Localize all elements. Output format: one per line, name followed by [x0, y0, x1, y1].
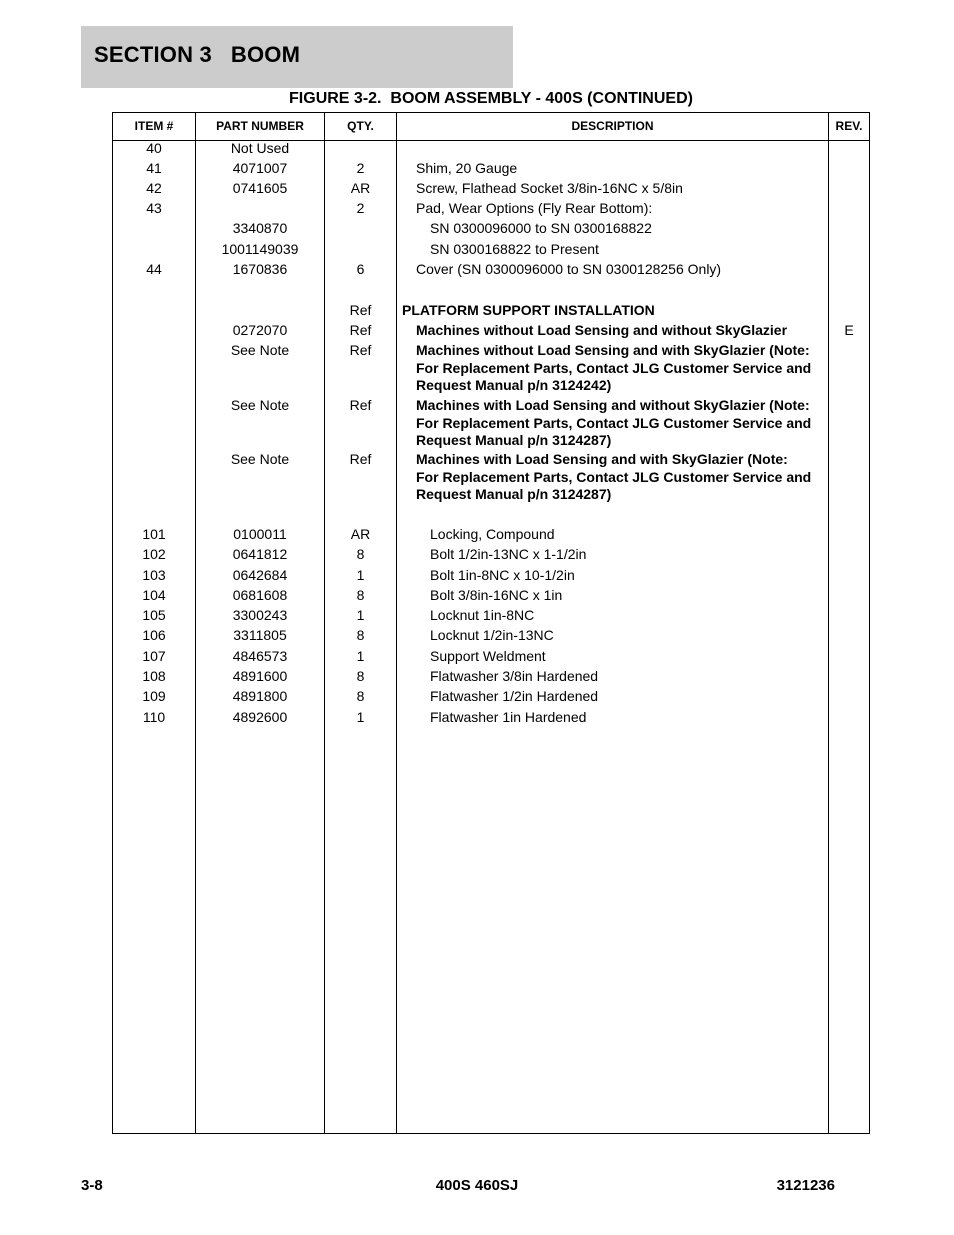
- description-cell: Bolt 3/8in-16NC x 1in: [430, 587, 563, 603]
- description-cell: Locknut 1/2in-13NC: [430, 627, 554, 643]
- description-cell: Locknut 1in-8NC: [430, 607, 535, 623]
- quantity-cell: 1: [356, 709, 365, 725]
- quantity-cell: 8: [356, 627, 365, 643]
- description-cell: SN 0300168822 to Present: [430, 241, 599, 257]
- item-number-cell: 102: [142, 546, 166, 562]
- item-number-cell: 44: [146, 261, 162, 277]
- quantity-cell: Ref: [349, 451, 372, 467]
- item-number-cell: 101: [142, 526, 166, 542]
- header-rev: REV.: [835, 119, 863, 133]
- quantity-cell: Ref: [349, 342, 372, 358]
- header-description: DESCRIPTION: [571, 119, 654, 133]
- item-number-cell: 41: [146, 160, 162, 176]
- quantity-cell: 2: [356, 200, 365, 216]
- column-divider: [828, 113, 829, 1133]
- header-part-number: PART NUMBER: [216, 119, 304, 133]
- item-number-cell: 106: [142, 627, 166, 643]
- part-number-cell: 3300243: [232, 607, 288, 623]
- quantity-cell: AR: [350, 526, 371, 542]
- figure-title: FIGURE 3-2. BOOM ASSEMBLY - 400S (CONTINUED): [289, 90, 693, 107]
- quantity-cell: AR: [350, 180, 371, 196]
- item-number-cell: 43: [146, 200, 162, 216]
- quantity-cell: 1: [356, 648, 365, 664]
- description-cell: Machines without Load Sensing and with SkyGlazier (Note: For Replacement Parts, Contact JLG Customer Service and Request Manual p/n 3124242): [416, 342, 812, 393]
- section-title: SECTION 3 BOOM: [94, 42, 301, 67]
- quantity-cell: Ref: [349, 322, 372, 338]
- part-number-cell: 3340870: [232, 220, 288, 236]
- header-item: ITEM #: [134, 119, 174, 133]
- description-cell: Screw, Flathead Socket 3/8in-16NC x 5/8in: [416, 180, 683, 196]
- part-number-cell: 0272070: [232, 322, 288, 338]
- part-number-cell: 4892600: [232, 709, 288, 725]
- part-number-cell: 4891600: [232, 668, 288, 684]
- section-header-band: [81, 26, 513, 88]
- description-cell: Flatwasher 3/8in Hardened: [430, 668, 599, 684]
- part-number-cell: 1001149039: [221, 241, 299, 257]
- revision-cell: E: [844, 322, 854, 338]
- footer-page-number: 3-8: [81, 1177, 103, 1194]
- item-number-cell: 40: [146, 140, 162, 156]
- column-divider: [396, 113, 397, 1133]
- part-number-cell: 0642684: [232, 567, 288, 583]
- quantity-cell: 6: [356, 261, 365, 277]
- quantity-cell: 8: [356, 587, 365, 603]
- description-cell: Locking, Compound: [430, 526, 555, 542]
- quantity-cell: 2: [356, 160, 365, 176]
- parts-table: [112, 112, 870, 1134]
- item-number-cell: 109: [142, 688, 166, 704]
- part-number-cell: 0741605: [232, 180, 288, 196]
- part-number-cell: See Note: [230, 451, 290, 467]
- description-cell: PLATFORM SUPPORT INSTALLATION: [402, 302, 655, 318]
- item-number-cell: 110: [142, 709, 166, 725]
- description-cell: Bolt 1in-8NC x 10-1/2in: [430, 567, 575, 583]
- item-number-cell: 42: [146, 180, 162, 196]
- description-cell: Shim, 20 Gauge: [416, 160, 518, 176]
- item-number-cell: 108: [142, 668, 166, 684]
- part-number-cell: See Note: [230, 342, 290, 358]
- quantity-cell: 8: [356, 668, 365, 684]
- part-number-cell: 4891800: [232, 688, 288, 704]
- footer-doc-number: 3121236: [776, 1177, 835, 1194]
- description-cell: Bolt 1/2in-13NC x 1-1/2in: [430, 546, 587, 562]
- item-number-cell: 104: [142, 587, 166, 603]
- description-cell: Flatwasher 1/2in Hardened: [430, 688, 599, 704]
- description-cell: Machines with Load Sensing and without SkyGlazier (Note: For Replacement Parts, Contact JLG Customer Service and Request Manual p/n 3124287): [416, 397, 812, 448]
- part-number-cell: 1670836: [232, 261, 288, 277]
- description-cell: Pad, Wear Options (Fly Rear Bottom):: [416, 200, 653, 216]
- part-number-cell: 0100011: [233, 526, 287, 542]
- item-number-cell: 105: [142, 607, 166, 623]
- part-number-cell: 3311805: [233, 627, 287, 643]
- quantity-cell: Ref: [349, 397, 372, 413]
- description-cell: SN 0300096000 to SN 0300168822: [430, 220, 652, 236]
- part-number-cell: 4846573: [232, 648, 288, 664]
- quantity-cell: 1: [356, 607, 365, 623]
- part-number-cell: 0681608: [232, 587, 288, 603]
- quantity-cell: 1: [356, 567, 365, 583]
- quantity-cell: 8: [356, 688, 365, 704]
- footer-model: 400S 460SJ: [435, 1177, 519, 1194]
- part-number-cell: Not Used: [230, 140, 290, 156]
- description-cell: Support Weldment: [430, 648, 546, 664]
- part-number-cell: See Note: [230, 397, 290, 413]
- description-cell: Cover (SN 0300096000 to SN 0300128256 Only): [416, 261, 722, 277]
- part-number-cell: 0641812: [232, 546, 288, 562]
- part-number-cell: 4071007: [232, 160, 288, 176]
- quantity-cell: Ref: [349, 302, 372, 318]
- description-cell: Machines without Load Sensing and without SkyGlazier: [416, 322, 788, 338]
- header-qty: QTY.: [347, 119, 374, 133]
- item-number-cell: 107: [142, 648, 166, 664]
- item-number-cell: 103: [142, 567, 166, 583]
- description-cell: Machines with Load Sensing and with SkyGlazier (Note: For Replacement Parts, Contact JLG Customer Service and Request Manual p/n 3124287): [416, 451, 812, 502]
- description-cell: Flatwasher 1in Hardened: [430, 709, 587, 725]
- quantity-cell: 8: [356, 546, 365, 562]
